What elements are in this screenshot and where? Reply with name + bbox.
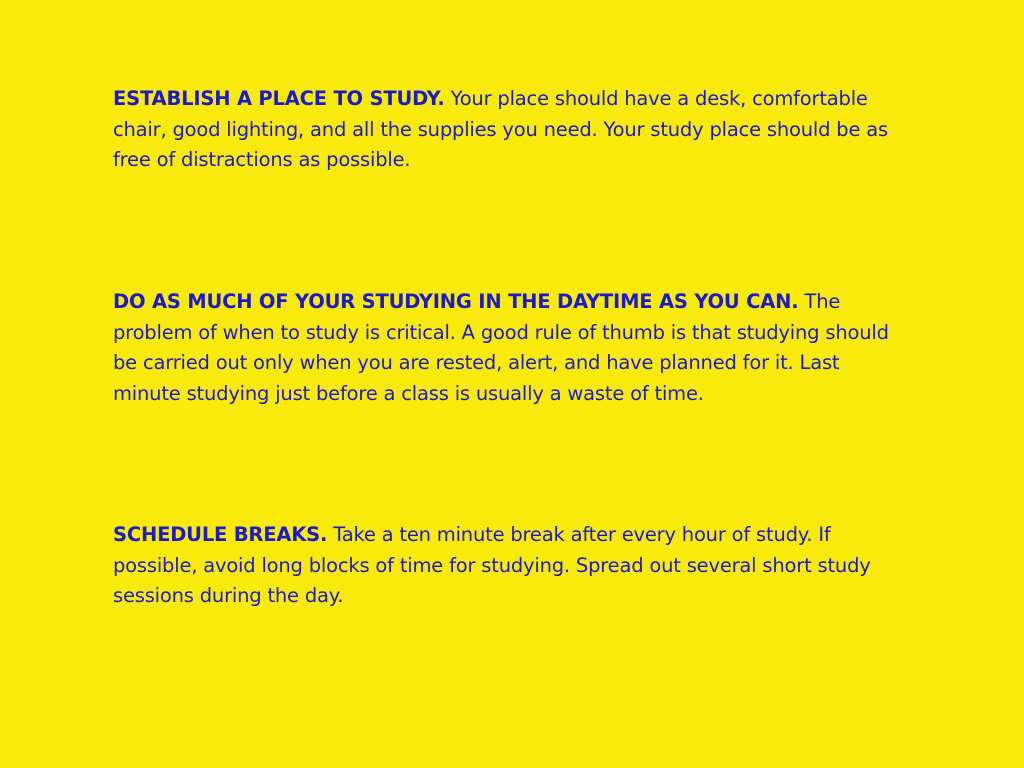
tip-schedule-breaks (113, 520, 903, 612)
tip-body: Your place should have a desk, comfortable chair, good lighting, and all the supplies you need. Your study place should be as free of distractions as possible. (113, 87, 888, 171)
tip-body: The problem of when to study is critical. A good rule of thumb is that studying should be carried out only when you are rested, alert, and have planned for it. Last minute studying just before a class is usually a waste of time. (113, 290, 889, 405)
tip-heading: DO AS MUCH OF YOUR STUDYING IN THE DAYTIME AS YOU CAN. (113, 290, 799, 313)
tip-body: Take a ten minute break after every hour of study. If possible, avoid long blocks of time for studying. Spread out several short study sessions during the day. (113, 523, 871, 607)
tip-establish-place (113, 84, 903, 176)
tip-heading: SCHEDULE BREAKS. (113, 523, 328, 546)
tip-study-daytime (113, 287, 903, 409)
tip-heading: ESTABLISH A PLACE TO STUDY. (113, 87, 445, 110)
